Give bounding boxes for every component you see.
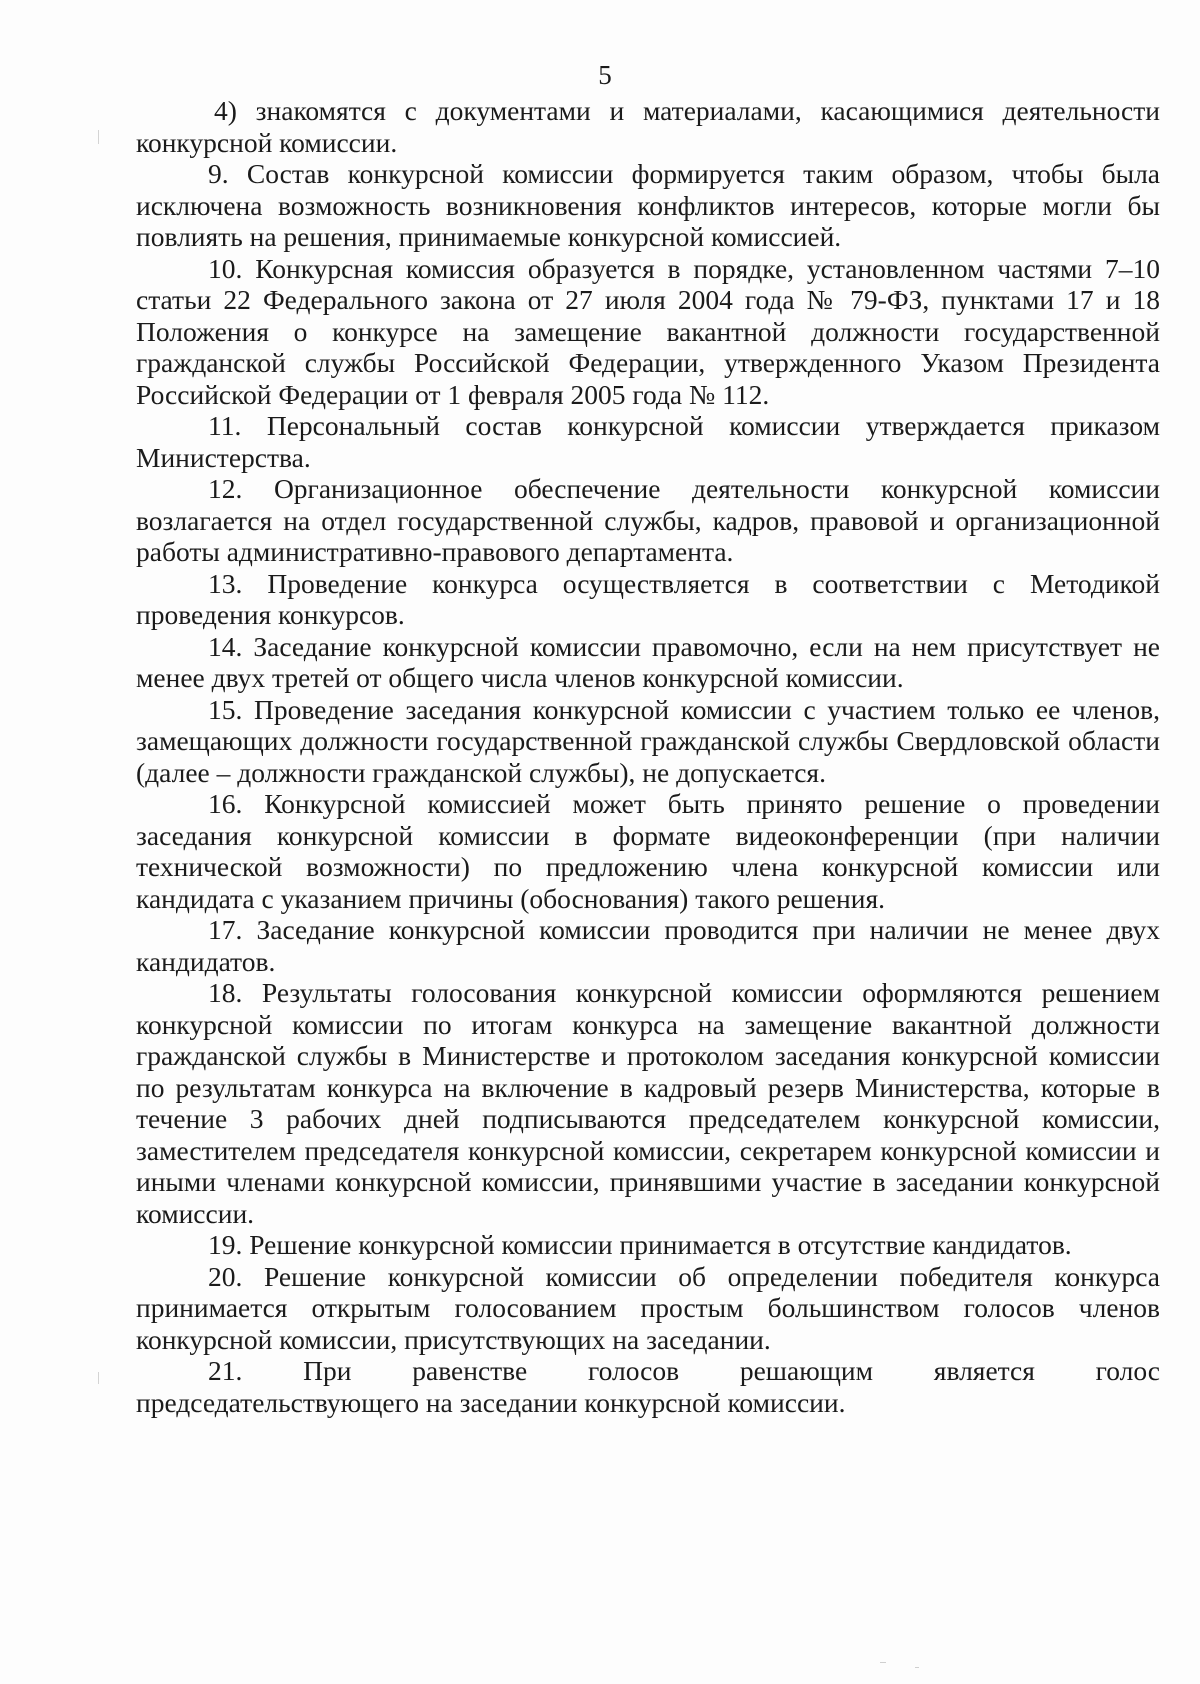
paragraph-13: 13. Проведение конкурса осуществляется в соответствии с Методикой проведения конкурсов. [136, 567, 1160, 630]
paragraph-21: 21. При равенстве голосов решающим является голос [208, 1355, 1160, 1386]
page-number: 5 [598, 60, 612, 90]
scan-margin-mark [98, 130, 99, 144]
paragraph-9: 9. Состав конкурсной комиссии формируется таким образом, чтобы была исключена возможность возникновения конфликтов интересов, которые могли бы повлиять на решения, принимаемые конкурсной комиссией. [136, 158, 1160, 252]
paragraph-12: 12. Организационное обеспечение деятельности конкурсной комиссии возлагается на отдел государственной службы, кадров, правовой и организационной работы административно-правового департамента. [136, 473, 1160, 567]
paragraph-21-continuation: председательствующего на заседании конкурсной комиссии. [136, 1386, 846, 1418]
scan-margin-mark [98, 1372, 99, 1384]
paragraph-14: 14. Заседание конкурсной комиссии правомочно, если на нем присутствует не менее двух третей от общего числа членов конкурсной комиссии. [136, 630, 1160, 693]
paragraph-item-4: 4) знакомятся с документами и материалами, касающимися деятельности конкурсной комиссии. [136, 95, 1160, 158]
paragraph-11: 11. Персональный состав конкурсной комиссии утверждается приказом Министерства. [136, 410, 1160, 473]
scan-speck [915, 1667, 919, 1668]
paragraph-19: 19. Решение конкурсной комиссии принимается в отсутствие кандидатов. [208, 1229, 1072, 1260]
paragraph-18: 18. Результаты голосования конкурсной комиссии оформляются решением конкурсной комиссии по итогам конкурса на замещение вакантной должности гражданской службы в Министерстве и протоколом заседания конкурсной комиссии по результатам конкурса на включение в кадровый резерв Министерства, которые в течение 3 рабочих дней подписываются председателем конкурсной комиссии, заместителем председателя конкурсной комиссии, секретарем конкурсной комиссии и иными членами конкурсной комиссии, принявшими участие в заседании конкурсной комиссии. [136, 977, 1160, 1229]
paragraph-17: 17. Заседание конкурсной комиссии проводится при наличии не менее двух кандидатов. [136, 914, 1160, 977]
document-body [136, 95, 1160, 1418]
scan-speck [880, 1662, 886, 1663]
paragraph-20: 20. Решение конкурсной комиссии об определении победителя конкурса принимается открытым голосованием простым большинством голосов членов конкурсной комиссии, присутствующих на заседании. [136, 1260, 1160, 1355]
paragraph-16: 16. Конкурсной комиссией может быть принято решение о проведении заседания конкурсной комиссии в формате видеоконференции (при наличии технической возможности) по предложению члена конкурсной комиссии или кандидата с указанием причины (обоснования) такого решения. [136, 788, 1160, 914]
paragraph-10: 10. Конкурсная комиссия образуется в порядке, установленном частями 7–10 статьи 22 Федерального закона от 27 июля 2004 года № 79-ФЗ, пунктами 17 и 18 Положения о конкурсе на замещение вакантной должности государственной гражданской службы Российской Федерации, утвержденного Указом Президента Российской Федерации от 1 февраля 2005 года № 112. [136, 252, 1160, 410]
paragraph-15: 15. Проведение заседания конкурсной комиссии с участием только ее членов, замещающих должности государственной гражданской службы Свердловской области (далее – должности гражданской службы), не допускается. [136, 693, 1160, 788]
